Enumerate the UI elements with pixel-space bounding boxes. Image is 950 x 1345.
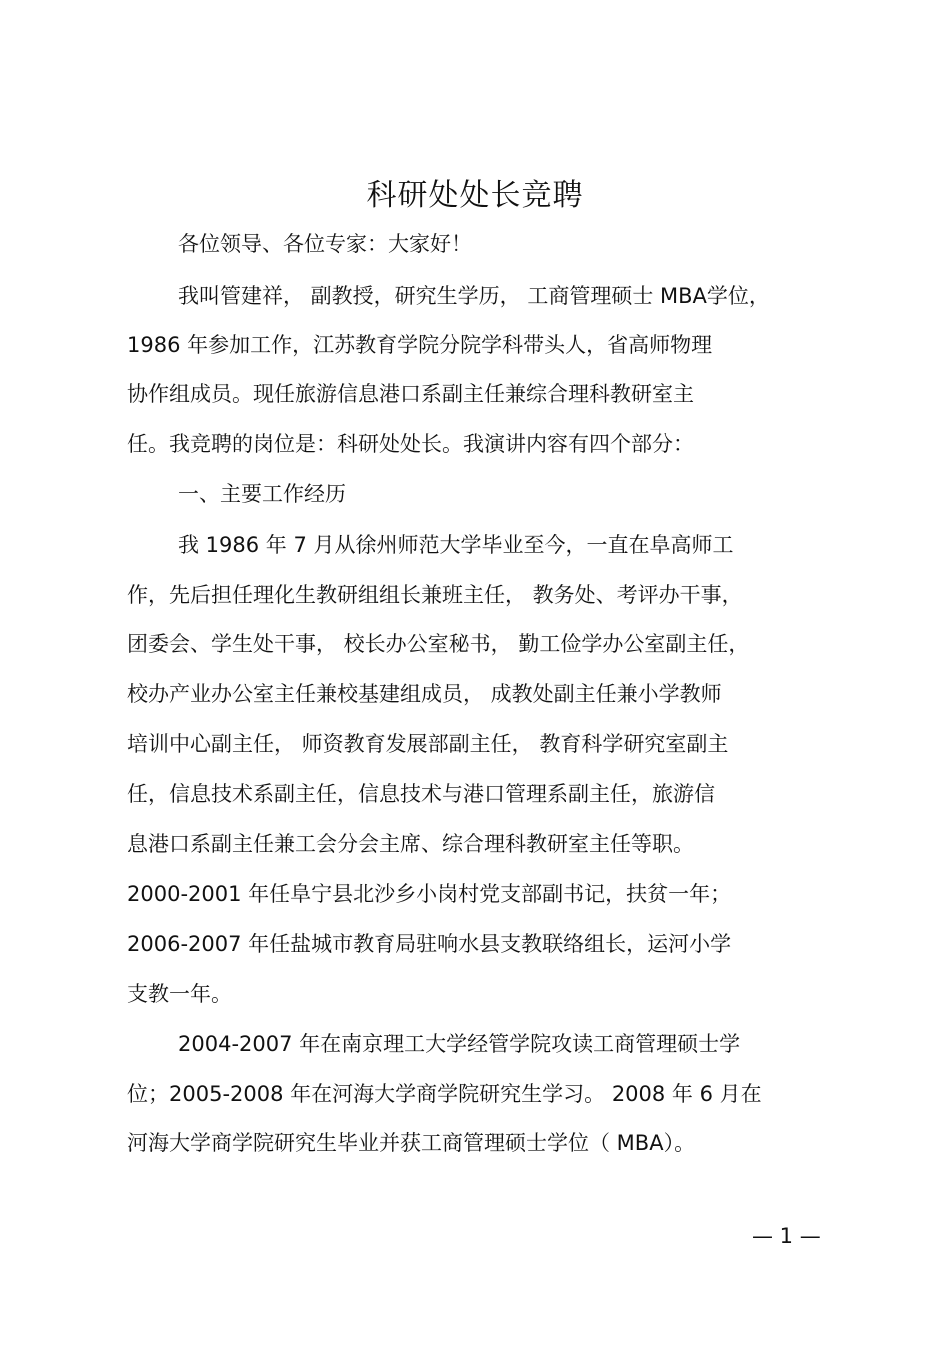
body-line: 息港口系副主任兼工会分会主席、综合理科教研室主任等职。 [127, 832, 694, 856]
body-line: 协作组成员。现任旅游信息港口系副主任兼综合理科教研室主 [127, 382, 694, 406]
body-line: 作，先后担任理化生教研组组长兼班主任， 教务处、考评办干事， [127, 583, 743, 607]
body-line: 培训中心副主任， 师资教育发展部副主任， 教育科学研究室副主 [127, 732, 729, 756]
section-heading: 一、主要工作经历 [178, 482, 346, 506]
body-line: 2006-2007 年任盐城市教育局驻响水县支教联络组长，运河小学 [127, 932, 732, 956]
greeting-line: 各位领导、各位专家：大家好！ [178, 232, 472, 256]
body-line: 校办产业办公室主任兼校基建组成员， 成教处副主任兼小学教师 [127, 682, 722, 706]
page-number: — 1 — [752, 1224, 821, 1248]
page-title: 科研处处长竞聘 [366, 178, 584, 213]
body-line: 我 1986 年 7 月从徐州师范大学毕业至今，一直在阜高师工 [178, 533, 734, 557]
body-line: 团委会、学生处干事， 校长办公室秘书， 勤工俭学办公室副主任， [127, 632, 750, 656]
body-line: 2000-2001 年任阜宁县北沙乡小岗村党支部副书记，扶贫一年； [127, 882, 732, 906]
body-line: 支教一年。 [127, 982, 232, 1006]
body-line: 1986 年参加工作，江苏教育学院分院学科带头人，省高师物理 [127, 333, 713, 357]
body-line: 位；2005-2008 年在河海大学商学院研究生学习。 2008 年 6 月在 [127, 1082, 762, 1106]
body-line: 我叫管建祥， 副教授，研究生学历， 工商管理硕士 MBA学位， [178, 284, 770, 308]
body-line: 任。我竞聘的岗位是：科研处处长。我演讲内容有四个部分： [127, 432, 694, 456]
body-line: 任，信息技术系副主任，信息技术与港口管理系副主任，旅游信 [127, 782, 715, 806]
body-line: 2004-2007 年在南京理工大学经管学院攻读工商管理硕士学 [178, 1032, 741, 1056]
body-line: 河海大学商学院研究生毕业并获工商管理硕士学位（ MBA）。 [127, 1131, 696, 1155]
